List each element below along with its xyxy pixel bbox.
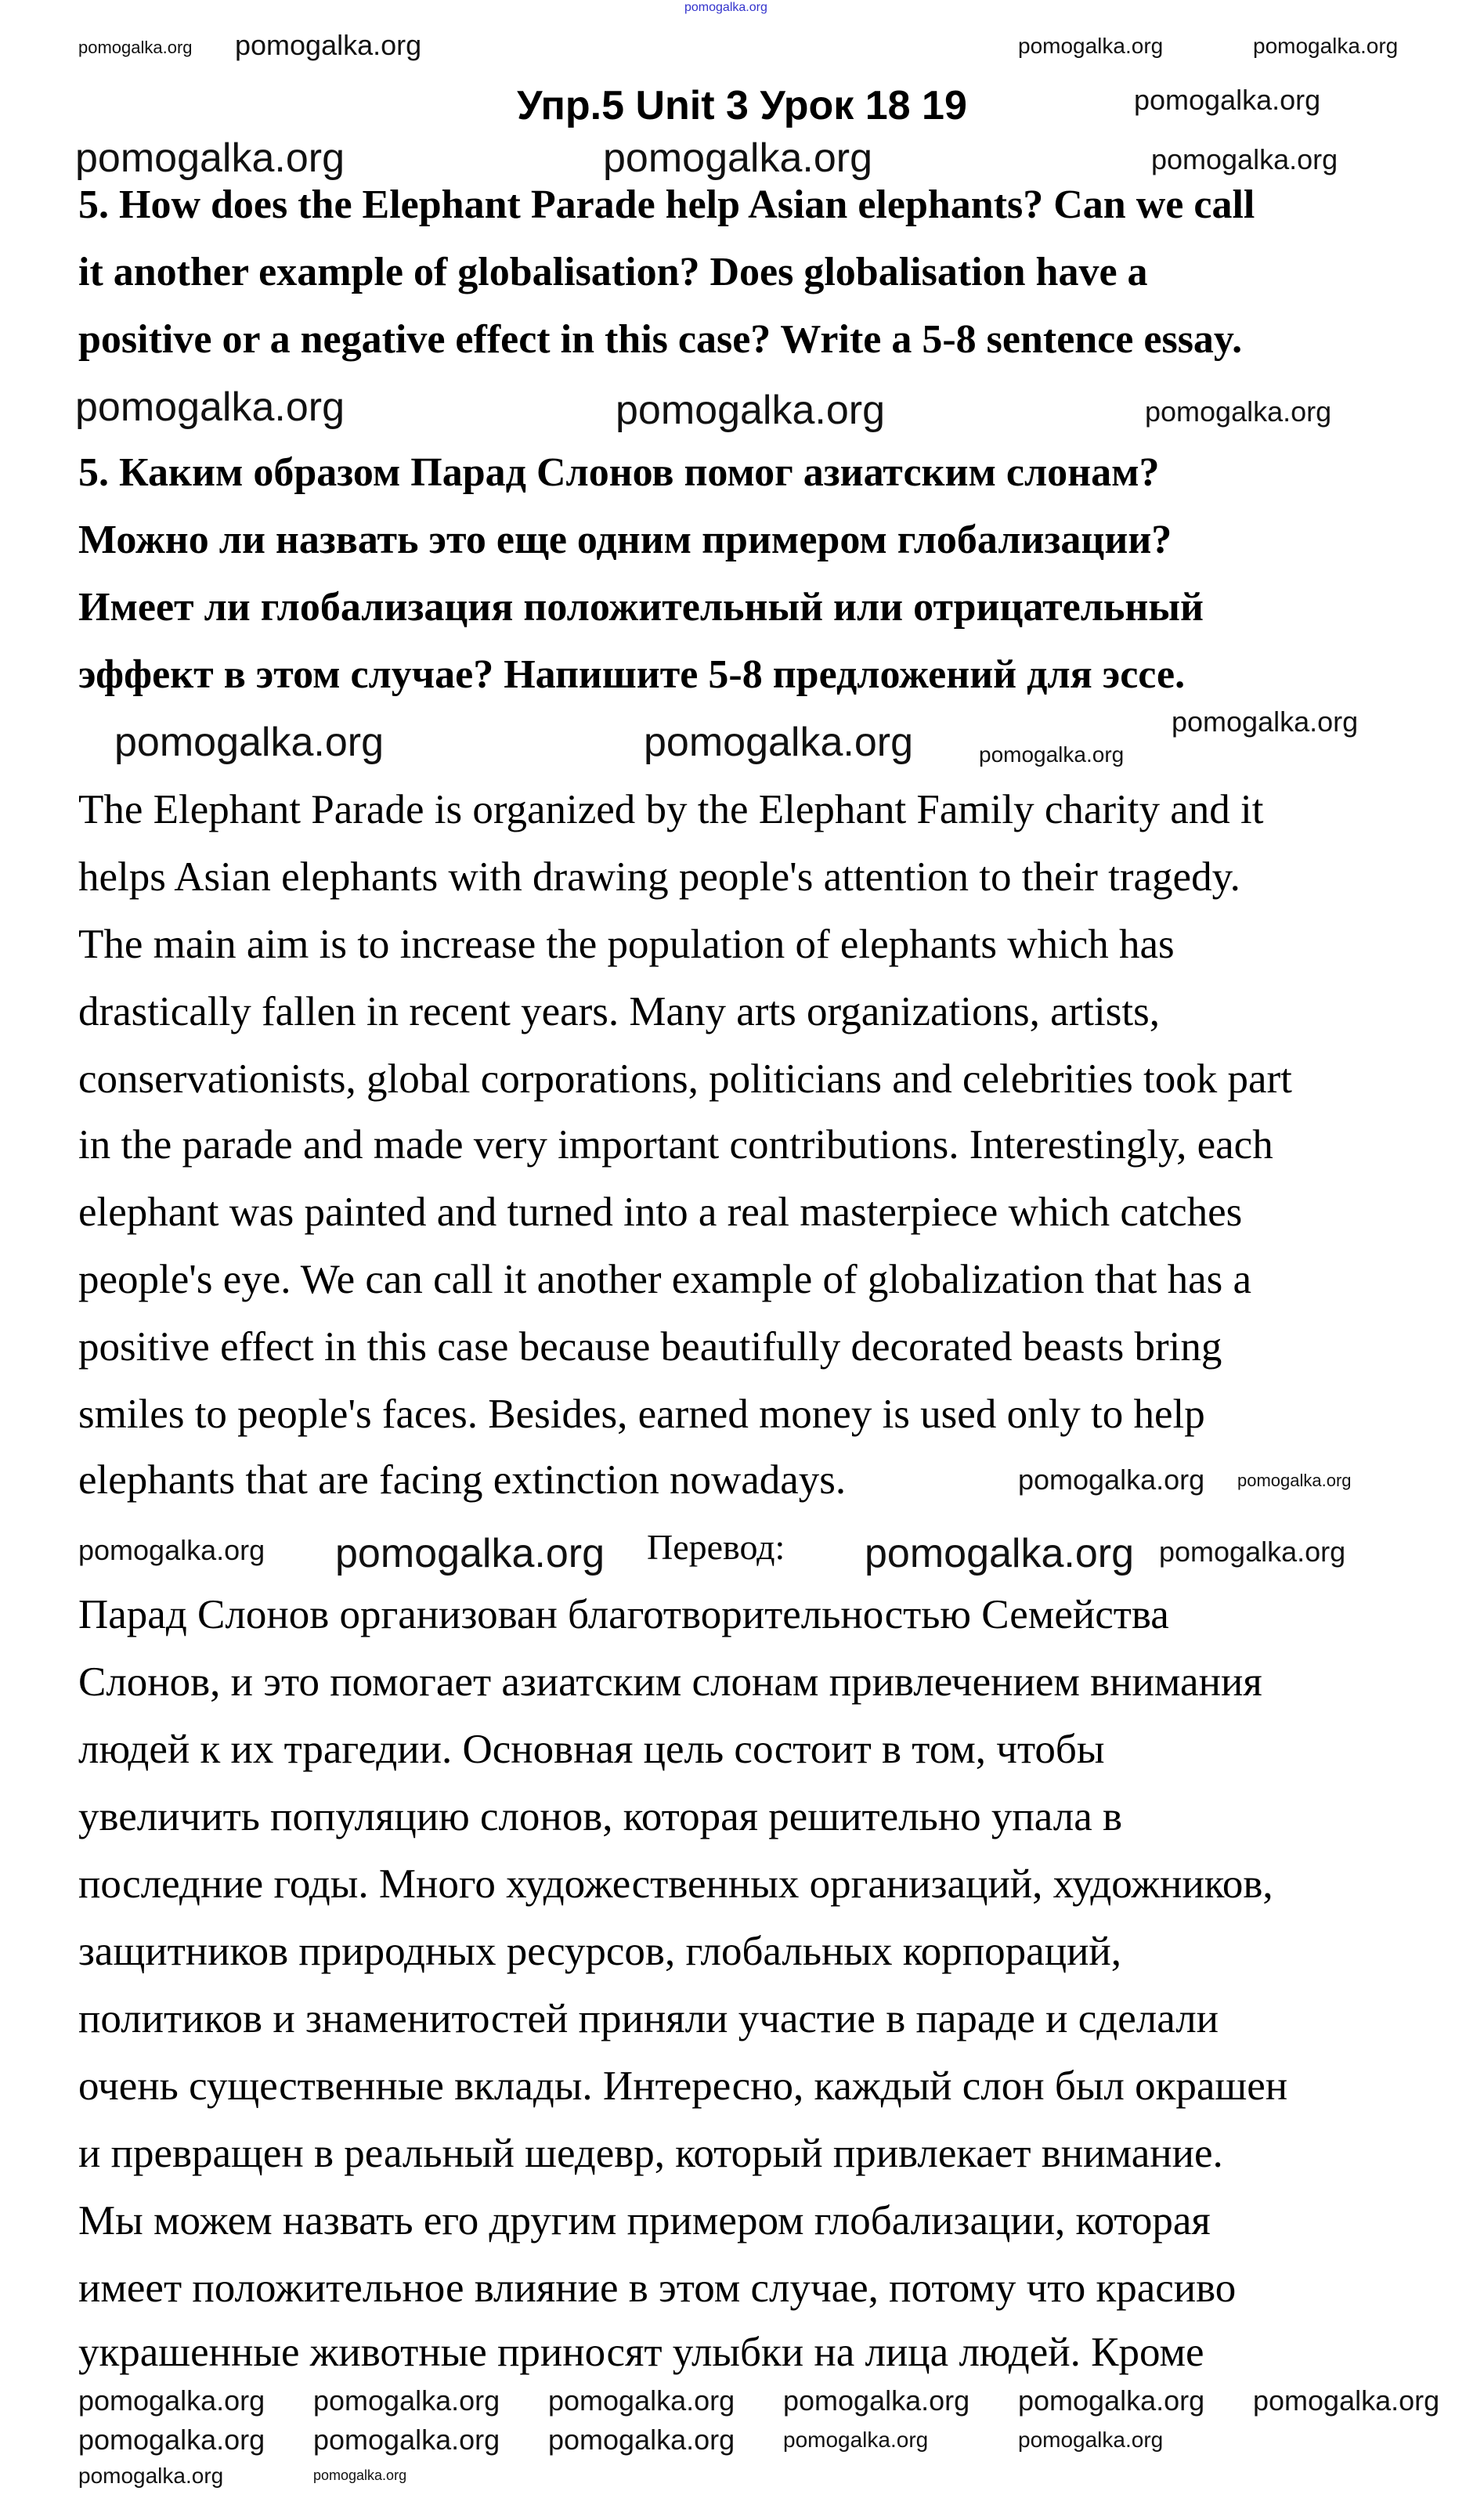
- translation-label: Перевод:: [647, 1527, 785, 1567]
- answer-line: conservationists, global corporations, politicians and celebrities took part: [78, 1056, 1292, 1102]
- watermark: pomogalka.org: [313, 2424, 500, 2456]
- question-line: 5. How does the Elephant Parade help Asian elephants? Can we call: [78, 182, 1255, 227]
- watermark: pomogalka.org: [1253, 2384, 1440, 2417]
- answer-line: people's eye. We can call it another example of globalization that has a: [78, 1257, 1252, 1302]
- answer-line: The main aim is to increase the population of elephants which has: [78, 922, 1175, 967]
- watermark: pomogalka.org: [78, 2424, 265, 2456]
- page-title: Упр.5 Unit 3 Урок 18 19: [517, 83, 967, 128]
- watermark: pomogalka.org: [783, 2428, 929, 2452]
- answer-line: политиков и знаменитостей приняли участие в параде и сделали: [78, 1996, 1219, 2041]
- answer-line: Мы можем назвать его другим примером глобализации, которая: [78, 2198, 1211, 2244]
- answer-line: positive effect in this case because beautifully decorated beasts bring: [78, 1324, 1222, 1370]
- watermark: pomogalka.org: [75, 135, 345, 181]
- answer-line: последние годы. Много художественных организаций, художников,: [78, 1861, 1273, 1907]
- answer-line: in the parade and made very important contributions. Interestingly, each: [78, 1122, 1273, 1168]
- watermark: pomogalka.org: [616, 388, 885, 433]
- answer-line: elephants that are facing extinction nowadays.: [78, 1457, 847, 1503]
- watermark: pomogalka.org: [313, 2384, 500, 2417]
- watermark: pomogalka.org: [979, 742, 1125, 767]
- watermark: pomogalka.org: [1018, 1464, 1205, 1496]
- question-line: Можно ли назвать это еще одним примером глобализации?: [78, 518, 1172, 562]
- answer-line: украшенные животные приносят улыбки на лица людей. Кроме: [78, 2330, 1204, 2375]
- watermark: pomogalka.org: [1237, 1471, 1352, 1490]
- watermark: pomogalka.org: [75, 384, 345, 430]
- watermark: pomogalka.org: [1134, 84, 1321, 116]
- watermark: pomogalka.org: [783, 2384, 970, 2417]
- watermark: pomogalka.org: [78, 2464, 224, 2488]
- answer-line: имеет положительное влияние в этом случае, потому что красиво: [78, 2265, 1237, 2311]
- watermark-link[interactable]: pomogalka.org: [684, 1, 767, 14]
- watermark: pomogalka.org: [78, 1534, 265, 1566]
- answer-line: и превращен в реальный шедевр, который привлекает внимание.: [78, 2131, 1223, 2176]
- answer-line: очень существенные вклады. Интересно, каждый слон был окрашен: [78, 2063, 1288, 2109]
- watermark: pomogalka.org: [1172, 706, 1359, 738]
- watermark: pomogalka.org: [548, 2384, 735, 2417]
- question-line: positive or a negative effect in this case? Write a 5-8 sentence essay.: [78, 317, 1243, 362]
- question-line: Имеет ли глобализация положительный или отрицательный: [78, 585, 1204, 630]
- watermark: pomogalka.org: [335, 1531, 605, 1576]
- answer-line: The Elephant Parade is organized by the Elephant Family charity and it: [78, 787, 1264, 832]
- answer-line: helps Asian elephants with drawing people's attention to their tragedy.: [78, 854, 1240, 900]
- watermark: pomogalka.org: [1151, 143, 1338, 175]
- answer-line: людей к их трагедии. Основная цель состоит в том, чтобы: [78, 1727, 1105, 1772]
- watermark: pomogalka.org: [1253, 34, 1399, 58]
- answer-line: drastically fallen in recent years. Many arts organizations, artists,: [78, 989, 1160, 1034]
- watermark: pomogalka.org: [235, 29, 422, 61]
- answer-line: smiles to people's faces. Besides, earned money is used only to help: [78, 1392, 1205, 1437]
- watermark: pomogalka.org: [1018, 2384, 1205, 2417]
- watermark: pomogalka.org: [603, 135, 872, 181]
- watermark: pomogalka.org: [1018, 2428, 1164, 2452]
- watermark: pomogalka.org: [644, 720, 913, 765]
- watermark: pomogalka.org: [1018, 34, 1164, 58]
- question-line: it another example of globalisation? Does globalisation have a: [78, 250, 1148, 294]
- watermark: pomogalka.org: [313, 2467, 407, 2483]
- answer-line: Парад Слонов организован благотворительностью Семейства: [78, 1592, 1169, 1637]
- watermark: pomogalka.org: [78, 38, 193, 57]
- watermark: pomogalka.org: [548, 2424, 735, 2456]
- watermark: pomogalka.org: [1145, 395, 1332, 428]
- watermark: pomogalka.org: [114, 720, 384, 765]
- question-line: 5. Каким образом Парад Слонов помог азиатским слонам?: [78, 450, 1160, 495]
- watermark: pomogalka.org: [1159, 1536, 1346, 1568]
- answer-line: elephant was painted and turned into a real masterpiece which catches: [78, 1189, 1243, 1235]
- question-line: эффект в этом случае? Напишите 5-8 предложений для эссе.: [78, 652, 1186, 697]
- watermark: pomogalka.org: [78, 2384, 265, 2417]
- answer-line: защитников природных ресурсов, глобальных корпораций,: [78, 1929, 1122, 1974]
- answer-line: увеличить популяцию слонов, которая решительно упала в: [78, 1794, 1122, 1839]
- watermark: pomogalka.org: [865, 1531, 1134, 1576]
- answer-line: Слонов, и это помогает азиатским слонам привлечением внимания: [78, 1659, 1262, 1705]
